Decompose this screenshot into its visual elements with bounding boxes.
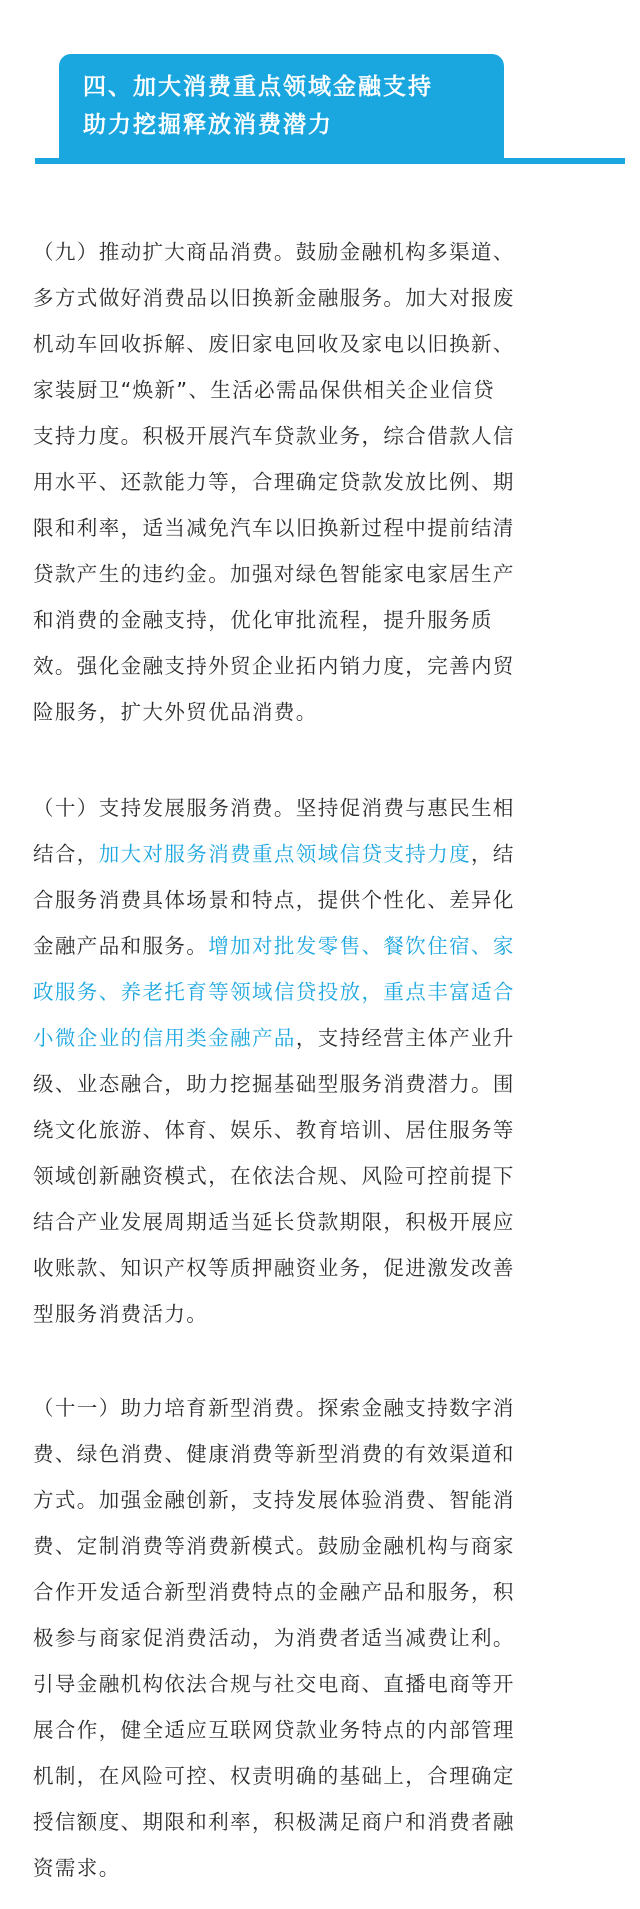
highlighted-text: 加大对服务消费重点领域信贷支持力度 <box>98 842 472 866</box>
text-line: 资需求。 <box>33 1856 121 1880</box>
text-line: 展合作，健全适应互联网贷款业务特点的内部管理 <box>33 1718 515 1742</box>
text-line: 方式。加强金融创新，支持发展体验消费、智能消 <box>33 1488 515 1512</box>
text-segment: 结合， <box>33 842 99 866</box>
text-line <box>33 923 613 969</box>
text-line: 收账款、知识产权等质押融资业务，促进激发改善 <box>33 1256 515 1280</box>
text-line: 效。强化金融支持外贸企业拓内销力度，完善内贸 <box>33 654 515 678</box>
text-line: 费、绿色消费、健康消费等新型消费的有效渠道和 <box>33 1442 515 1466</box>
text-line: 险服务，扩大外贸优品消费。 <box>33 700 318 724</box>
text-line: （九）推动扩大商品消费。鼓励金融机构多渠道、 <box>33 240 515 264</box>
text-segment: 金融产品和服务。 <box>33 934 209 958</box>
text-line: 级、业态融合，助力挖掘基础型服务消费潜力。围 <box>33 1072 515 1096</box>
text-line: 多方式做好消费品以旧换新金融服务。加大对报废 <box>33 286 515 310</box>
text-line: 机制，在风险可控、权责明确的基础上，合理确定 <box>33 1764 515 1788</box>
text-line: 极参与商家促消费活动，为消费者适当减费让利。 <box>33 1626 515 1650</box>
text-line: 和消费的金融支持，优化审批流程，提升服务质 <box>33 608 493 632</box>
text-line: 合作开发适合新型消费特点的金融产品和服务，积 <box>33 1580 515 1604</box>
highlighted-text: 增加对批发零售、餐饮住宿、家 <box>208 934 515 958</box>
text-line: 支持力度。积极开展汽车贷款业务，综合借款人信 <box>33 424 515 448</box>
paragraph-11 <box>33 1385 613 1891</box>
text-line <box>33 1015 613 1061</box>
text-line: 限和利率，适当减免汽车以旧换新过程中提前结清 <box>33 516 515 540</box>
text-line <box>33 831 613 877</box>
section-title-banner <box>59 54 504 158</box>
text-line: 用水平、还款能力等，合理确定贷款发放比例、期 <box>33 470 515 494</box>
highlighted-text: 政服务、养老托育等领域信贷投放，重点丰富适合 <box>33 980 515 1004</box>
section-header <box>35 54 625 164</box>
text-line: 绕文化旅游、体育、娱乐、教育培训、居住服务等 <box>33 1118 515 1142</box>
text-line: 合服务消费具体场景和特点，提供个性化、差异化 <box>33 888 515 912</box>
highlighted-text: 小微企业的信用类金融产品 <box>33 1026 296 1050</box>
section-title-line-2: 助力挖掘释放消费潜力 <box>83 112 333 138</box>
text-line: 机动车回收拆解、废旧家电回收及家电以旧换新、 <box>33 332 515 356</box>
paragraph-9 <box>33 229 613 735</box>
text-line: 家装厨卫“焕新”、生活必需品保供相关企业信贷 <box>33 378 496 402</box>
paragraph-10 <box>33 785 613 1337</box>
text-line: 贷款产生的违约金。加强对绿色智能家电家居生产 <box>33 562 515 586</box>
text-segment: ，结 <box>471 842 515 866</box>
text-line: 引导金融机构依法合规与社交电商、直播电商等开 <box>33 1672 515 1696</box>
section-title-line-1: 四、加大消费重点领域金融支持 <box>83 74 433 100</box>
text-line: 结合产业发展周期适当延长贷款期限，积极开展应 <box>33 1210 515 1234</box>
text-line: 费、定制消费等消费新模式。鼓励金融机构与商家 <box>33 1534 515 1558</box>
header-underline <box>35 158 625 164</box>
text-line: （十一）助力培育新型消费。探索金融支持数字消 <box>33 1396 515 1420</box>
text-line: 领域创新融资模式，在依法合规、风险可控前提下 <box>33 1164 515 1188</box>
text-line: 授信额度、期限和利率，积极满足商户和消费者融 <box>33 1810 515 1834</box>
text-segment: ，支持经营主体产业升 <box>295 1026 515 1050</box>
text-line: （十）支持发展服务消费。坚持促消费与惠民生相 <box>33 796 515 820</box>
text-line: 型服务消费活力。 <box>33 1302 209 1326</box>
